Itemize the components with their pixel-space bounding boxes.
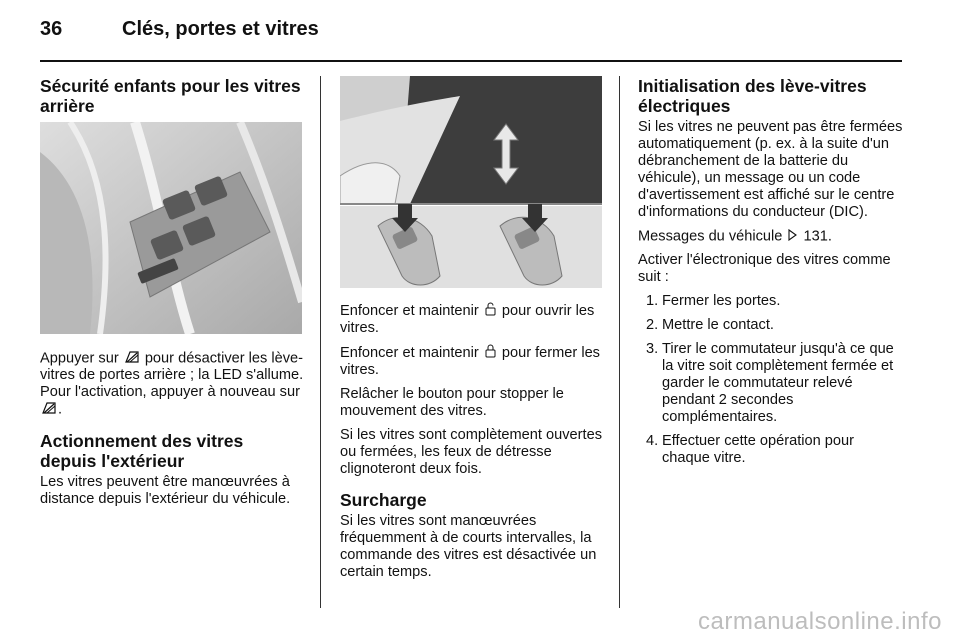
column-2 bbox=[340, 76, 604, 588]
section-title-remote-operation: Actionnement des vitres depuis l'extérieur bbox=[40, 430, 244, 471]
list-item: 3. Tirer le commutateur jusqu'à ce que la vitre soit complètement fermée et garder le commutateur relevé pendant 2 secondes complémentaires. bbox=[646, 341, 894, 426]
lock-button-icon bbox=[485, 344, 496, 362]
header-rule bbox=[40, 60, 902, 62]
vehicle-messages-reference: Messages du véhicule 131. bbox=[638, 228, 832, 245]
close-windows-text: Enfoncer et maintenir pour fermer les vitres. bbox=[340, 344, 600, 378]
list-item: 4. Effectuer cette opération pour chaque vitre. bbox=[646, 433, 855, 467]
remote-operation-text: Les vitres peuvent être manœuvrées à distance depuis l'extérieur du véhicule. bbox=[40, 473, 291, 507]
column-3 bbox=[638, 76, 904, 474]
page-reference-arrow-icon bbox=[788, 228, 797, 245]
window-switch-illustration bbox=[40, 122, 302, 334]
child-lock-window-icon bbox=[42, 401, 56, 418]
watermark: carmanualsonline.info bbox=[698, 608, 942, 635]
column-divider-2 bbox=[619, 76, 620, 608]
list-item: 1. Fermer les portes. bbox=[646, 293, 781, 310]
activation-intro-text: Activer l'électronique des vitres comme suit : bbox=[638, 252, 891, 286]
page-number: 36 bbox=[40, 18, 63, 40]
page-header bbox=[40, 18, 910, 48]
key-window-image bbox=[340, 76, 602, 288]
section-title-child-safety: Sécurité enfants pour les vitres arrière bbox=[40, 76, 301, 116]
column-divider-1 bbox=[320, 76, 321, 608]
open-windows-text: Enfoncer et maintenir pour ouvrir les vitres. bbox=[340, 302, 595, 336]
chapter-title: Clés, portes et vitres bbox=[122, 18, 319, 40]
section-title-initialisation: Initialisation des lève-vitres électriques bbox=[638, 76, 867, 116]
stop-movement-text: Relâcher le bouton pour stopper le mouvement des vitres. bbox=[340, 386, 564, 419]
initialisation-intro-text: Si les vitres ne peuvent pas être fermées automatiquement (p. ex. à la suite d'un débranchement de la batterie du véhicule), un message ou un code d'avertissement est affiché sur le centre d'informations du conducteur (DIC). bbox=[638, 119, 903, 220]
hazard-flash-text: Si les vitres sont complètement ouvertes ou fermées, les feux de détresse clignoteront deux fois. bbox=[340, 427, 602, 477]
overload-text: Si les vitres sont manœuvrées fréquemment à de courts intervalles, la commande des vitres est désactivée un certain temps. bbox=[340, 513, 597, 580]
section-title-overload: Surcharge bbox=[340, 490, 427, 510]
column-1 bbox=[40, 76, 304, 515]
child-safety-text: Appuyer sur pour désactiver les lève-vitres de portes arrière ; la LED s'allume. Pour l'activation, appuyer à nouveau sur . bbox=[40, 350, 304, 418]
remote-key-illustration bbox=[340, 76, 602, 288]
child-lock-window-icon bbox=[125, 350, 139, 367]
door-switch-panel-image bbox=[40, 122, 302, 334]
list-item: 2. Mettre le contact. bbox=[646, 317, 774, 334]
unlock-button-icon bbox=[485, 302, 496, 320]
initialisation-steps bbox=[646, 293, 904, 467]
